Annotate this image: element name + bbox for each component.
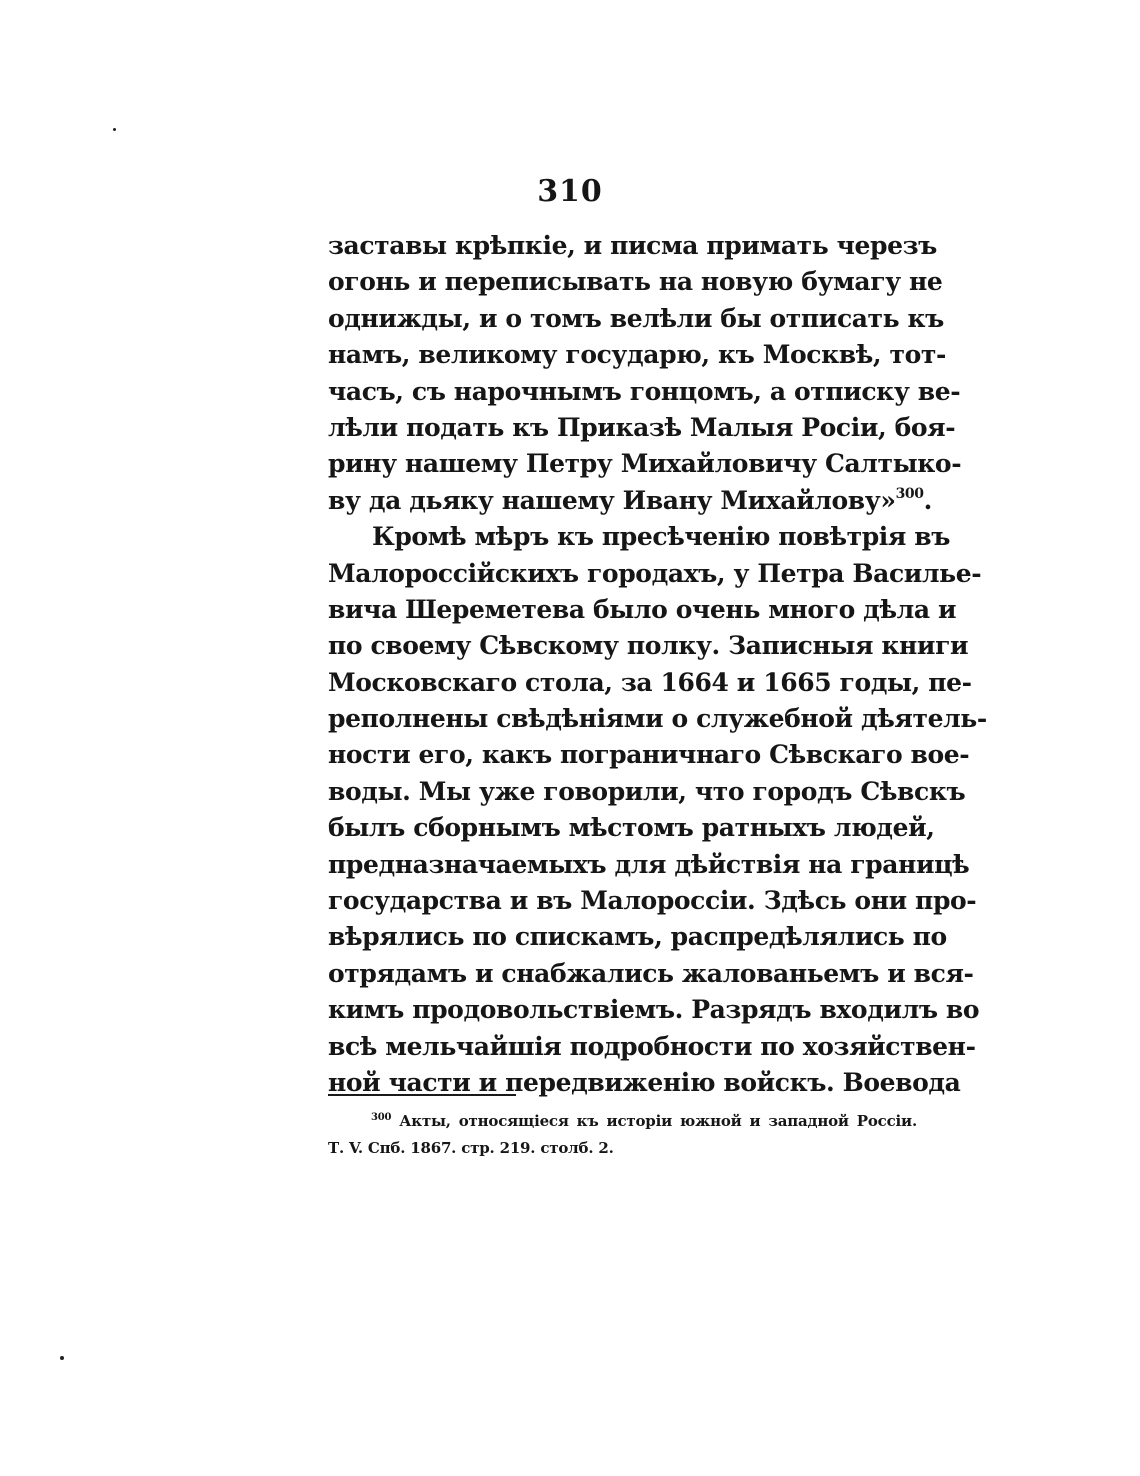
- text-line: отрядамъ и снабжались жалованьемъ и вся-: [328, 958, 974, 988]
- text-line: предназначаемыхъ для дѣйствія на границѣ: [328, 849, 970, 879]
- paragraph-start: Кромѣ мѣръ къ пресѣченію повѣтрія въ: [372, 522, 951, 552]
- text-line: заставы крѣпкіе, и писма примать черезъ: [328, 231, 937, 260]
- text-line: вича Шереметева было очень много дѣла и: [328, 594, 957, 624]
- text-line: вѣрялись по спискамъ, распредѣлялись по: [328, 922, 947, 952]
- scan-speck: [60, 1356, 64, 1360]
- text-line: Московскаго стола, за 1664 и 1665 годы, пе-: [328, 667, 972, 697]
- text-line: однижды, и о томъ велѣли бы отписать къ: [328, 303, 944, 333]
- body-text: [328, 228, 987, 1101]
- footnote: [328, 1108, 917, 1162]
- text-line: кимъ продовольствіемъ. Разрядъ входилъ во: [328, 995, 980, 1025]
- text-line: государства и въ Малороссіи. Здѣсь они про-: [328, 886, 977, 916]
- footnote-text: Акты, относящіеся къ исторіи южной и западной Россіи.: [399, 1112, 917, 1130]
- text-line: Малороссійскихъ городахъ, у Петра Василье-: [328, 558, 982, 588]
- text-line: всѣ мельчайшія подробности по хозяйствен-: [328, 1031, 976, 1061]
- page-number: 310: [537, 174, 603, 209]
- text-line: ной части и передвиженію войскъ. Воевода: [328, 1067, 961, 1097]
- text-line: реполнены свѣдѣніями о служебной дѣятель-: [328, 704, 987, 734]
- text-line: воды. Мы уже говорили, что городъ Сѣвскъ: [328, 776, 966, 806]
- text-line: ву да дьяку нашему Ивану Михайлову»: [328, 485, 896, 515]
- footnote-line: Т. V. Спб. 1867. стр. 219. столб. 2.: [328, 1139, 614, 1157]
- footnote-divider: [328, 1094, 516, 1096]
- footnote-reference-tail: .: [923, 485, 932, 515]
- text-line: былъ сборнымъ мѣстомъ ратныхъ людей,: [328, 813, 935, 843]
- footnote-number: 300: [371, 1112, 392, 1123]
- text-line: часъ, съ нарочнымъ гонцомъ, а отписку ве-: [328, 376, 961, 406]
- text-line: ности его, какъ пограничнаго Сѣвскаго вое-: [328, 740, 970, 770]
- text-line-with-footnote-ref: [328, 483, 932, 519]
- scan-speck: [113, 128, 116, 131]
- text-line: огонь и переписывать на новую бумагу не: [328, 267, 943, 297]
- footnote-reference: 300: [895, 485, 924, 502]
- text-line: лѣли подать къ Приказѣ Малыя Росіи, боя-: [328, 412, 956, 442]
- footnote-line: [328, 1108, 917, 1135]
- text-line: рину нашему Петру Михайловичу Салтыко-: [328, 449, 962, 479]
- text-line: намъ, великому государю, къ Москвѣ, тот-: [328, 340, 946, 370]
- text-line: по своему Сѣвскому полку. Записныя книги: [328, 631, 969, 661]
